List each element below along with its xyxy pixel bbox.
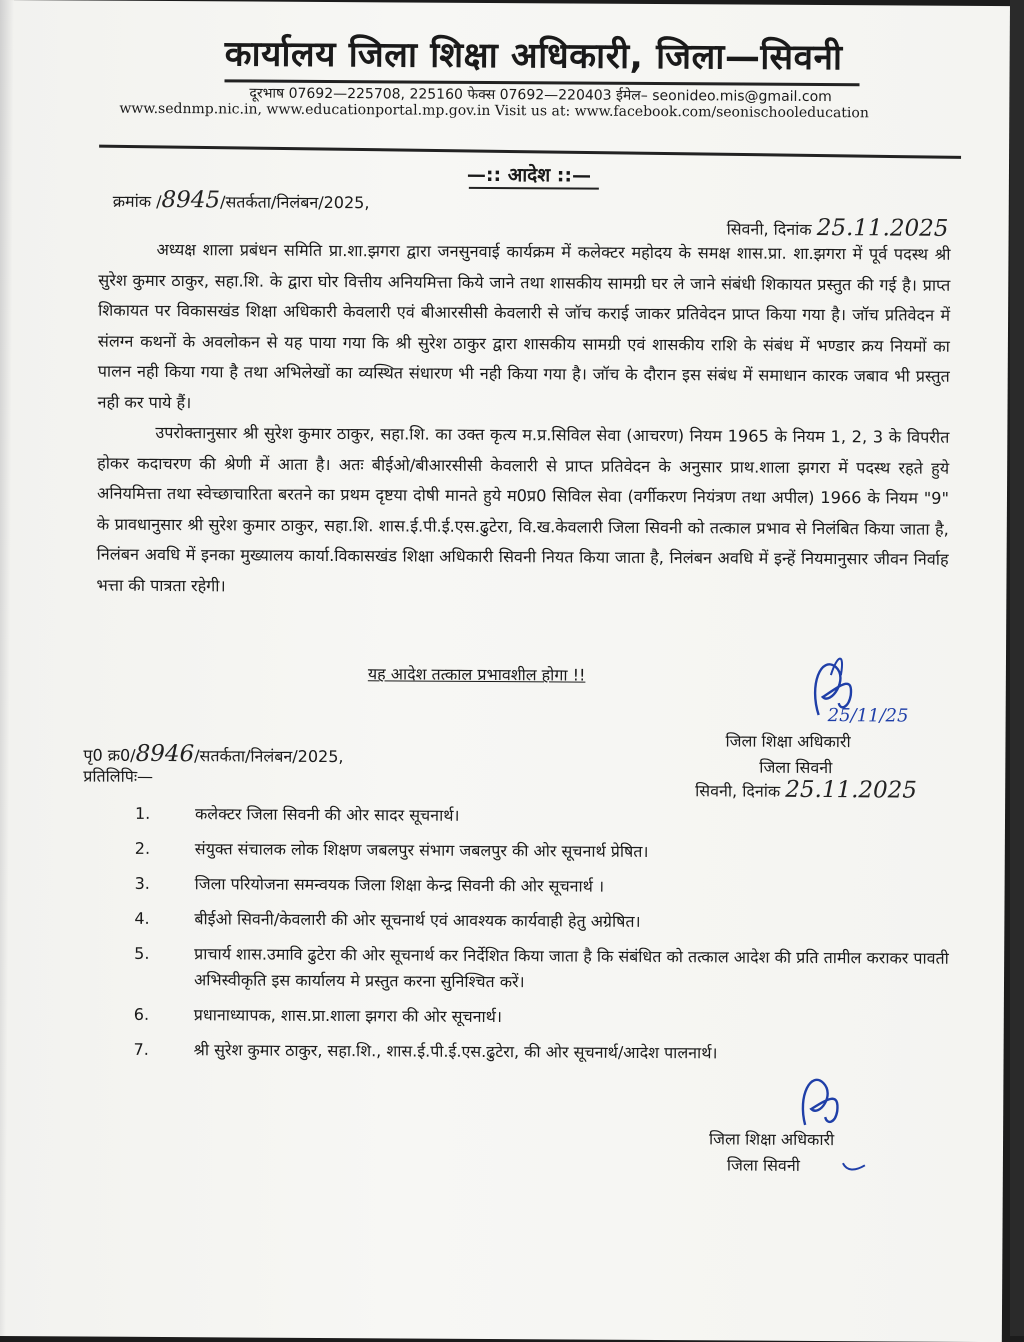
office-title: कार्यालय जिला शिक्षा अधिकारी, जिला—सिवनी <box>224 34 843 79</box>
paragraph-complaint: अध्यक्ष शाला प्रबंधन समिति प्रा.शा.झगरा द्वारा जनसुनवाई कार्यक्रम में कलेक्टर महोदय के समक्ष शास.प्रा. शा.झगरा में पूर्व पदस्थ श्री सुरेश कुमार ठाकुर, सहा.शि. के द्वारा घोर वित्तीय अनियमित्ता किये जाने तथा शासकीय सामग्री घर ले जाने संबंधी शिकायत प्रस्तुत की गई है। प्राप्त शिकायत पर विकासखंड शिक्षा अधिकारी केवलारी एवं बीआरसीसी केवलारी से जॉच कराई जाकर प्रतिवेदन प्राप्त किया गया है। जॉच प्रतिवेदन में संलग्न कथनों के अवलोकन से यह पाया गया कि श्री सुरेश ठाकुर द्वारा शासकीय सामग्री एवं शासकीय राशि के संबंध में भण्डार क्रय नियमों का पालन नही किया गया है तथा अभिलेखों का व्यस्थित संधारण भी नही किया गया है। जॉच के दौरान इस संबंध में समाधान कारक जबाव भी प्रस्तुत नही कर पाये हैं। <box>97 239 951 412</box>
ref-number-handwritten: 8945 <box>161 186 221 214</box>
list-item <box>134 1002 954 1033</box>
list-item-text: कलेक्टर जिला सिवनी की ओर सादर सूचनार्थ। <box>194 804 460 825</box>
list-item-number: 3. <box>134 873 150 893</box>
list-item-number: 5. <box>134 943 150 963</box>
ref-label: क्रमांक / <box>112 191 162 211</box>
letterhead-divider <box>99 145 961 159</box>
date-handwritten: 25.11.2025 <box>816 214 949 242</box>
ref-suffix: /सतर्कता/निलंबन/2025, <box>220 192 370 213</box>
list-item <box>135 801 955 832</box>
list-item-text: संयुक्त संचालक लोक शिक्षण जबलपुर संभाग जबलपुर की ओर सूचनार्थ प्रेषित। <box>194 839 649 861</box>
list-item-text: बीईओ सिवनी/केवलारी की ओर सूचनार्थ एवं आवश्यक कार्यवाही हेतु अग्रेषित। <box>194 909 641 931</box>
signatory-title-2: जिला शिक्षा अधिकारी <box>708 1129 835 1150</box>
list-item-text: प्रधानाध्यापक, शास.प्रा.शाला झगरा की ओर सूचनार्थ। <box>193 1005 503 1027</box>
effect-statement: यह आदेश तत्काल प्रभावशील होगा !! <box>367 664 586 685</box>
list-item <box>134 906 954 937</box>
endorsement-date-handwritten: 25.11.2025 <box>785 776 918 804</box>
list-item <box>135 836 955 867</box>
list-item-number: 1. <box>134 803 151 823</box>
list-item <box>135 871 955 902</box>
contact-line: दूरभाष 07692—225708, 225160 फेक्स 07692—220403 ईमेल– seonideo.mis@gmail.com <box>249 85 832 106</box>
signatory-block-2 <box>709 1126 834 1179</box>
endorsement-ref-suffix: /सतर्कता/निलंबन/2025, <box>194 746 344 767</box>
endorsement-ref-label: पृ0 क्र0/ <box>83 745 136 765</box>
list-item-number: 7. <box>133 1039 149 1059</box>
signatory-district-2: जिला सिवनी <box>726 1155 800 1175</box>
endorsement-date <box>695 776 917 803</box>
order-heading: —:: आदेश ::— <box>466 163 592 187</box>
order-heading-underline <box>469 187 599 189</box>
signatory-title-1: जिला शिक्षा अधिकारी <box>725 731 851 752</box>
list-item-number: 6. <box>133 1004 150 1024</box>
list-item-number: 2. <box>134 838 151 858</box>
pen-tick-mark <box>841 1155 871 1175</box>
signatory-block-1 <box>725 728 850 781</box>
website-line: www.sednmp.nic.in, www.educationportal.mp.gov.in Visit us at: www.facebook.com/seonischooleducation <box>119 100 869 122</box>
list-item <box>134 941 954 998</box>
list-item-number: 4. <box>134 908 150 928</box>
list-item-text: प्राचार्य शास.उमावि ढुटेरा की ओर सूचनार्थ कर निर्देशित किया जाता है कि संबंधित को तत्काल आदेश की प्रति तामील कराकर पावती अभिस्वीकृति इस कार्यालय मे प्रस्तुत करना सुनिश्चित करें। <box>193 944 949 992</box>
order-body <box>96 235 950 606</box>
date-label: सिवनी, दिनांक <box>726 219 812 239</box>
background-edge <box>1010 0 1024 1336</box>
signature-date-1: 25/11/25 <box>827 705 909 727</box>
copy-label: प्रतिलिपिः— <box>83 766 154 786</box>
list-item-text: जिला परियोजना समन्वयक जिला शिक्षा केन्द्र सिवनी की ओर सूचनार्थ । <box>194 874 605 896</box>
endorsement-ref-number-handwritten: 8946 <box>135 740 195 768</box>
endorsement-date-label: सिवनी, दिनांक <box>695 781 781 801</box>
paragraph-suspension: उपरोक्तानुसार श्री सुरेश कुमार ठाकुर, सहा.शि. का उक्त कृत्य म.प्र.सिविल सेवा (आचरण) नियम 1965 के नियम 1, 2, 3 के विपरीत होकर कदाचरण की श्रेणी में आता है। अतः बीईओ/बीआरसीसी केवलारी से प्राप्त प्रतिवेदन के अनुसार प्राथ.शाला झगरा में पदस्थ रहते हुये अनियमित्ता तथा स्वेच्छाचारिता बरतने का प्रथम दृष्टया दोषी मानते हुये म0प्र0 सिविल सेवा (वर्गीकरण नियंत्रण तथा अपील) 1966 के नियम "9" के प्रावधानुसार श्री सुरेश कुमार ठाकुर, सहा.शि. शास.ई.पी.ई.एस.ढुटेरा, वि.ख.केवलारी जिला सिवनी को तत्काल प्रभाव से निलंबित किया जाता है, निलंबन अवधि में इनका मुख्यालय कार्या.विकासखंड शिक्षा अधिकारी सिवनी नियत किया जाता है, निलंबन अवधि में इन्हें नियमानुसार जीवन निर्वाह भत्ता की पात्रता रहेगी। <box>96 422 950 595</box>
signatory-district-1: जिला सिवनी <box>759 757 833 778</box>
order-reference <box>113 187 370 215</box>
page-edge-shadow <box>0 0 14 1336</box>
list-item <box>134 1037 954 1068</box>
copy-list <box>133 801 955 1077</box>
list-item-text: श्री सुरेश कुमार ठाकुर, सहा.शि., शास.ई.पी.ई.एस.ढुटेरा, की ओर सूचनार्थ/आदेश पालनार्थ। <box>193 1040 718 1063</box>
